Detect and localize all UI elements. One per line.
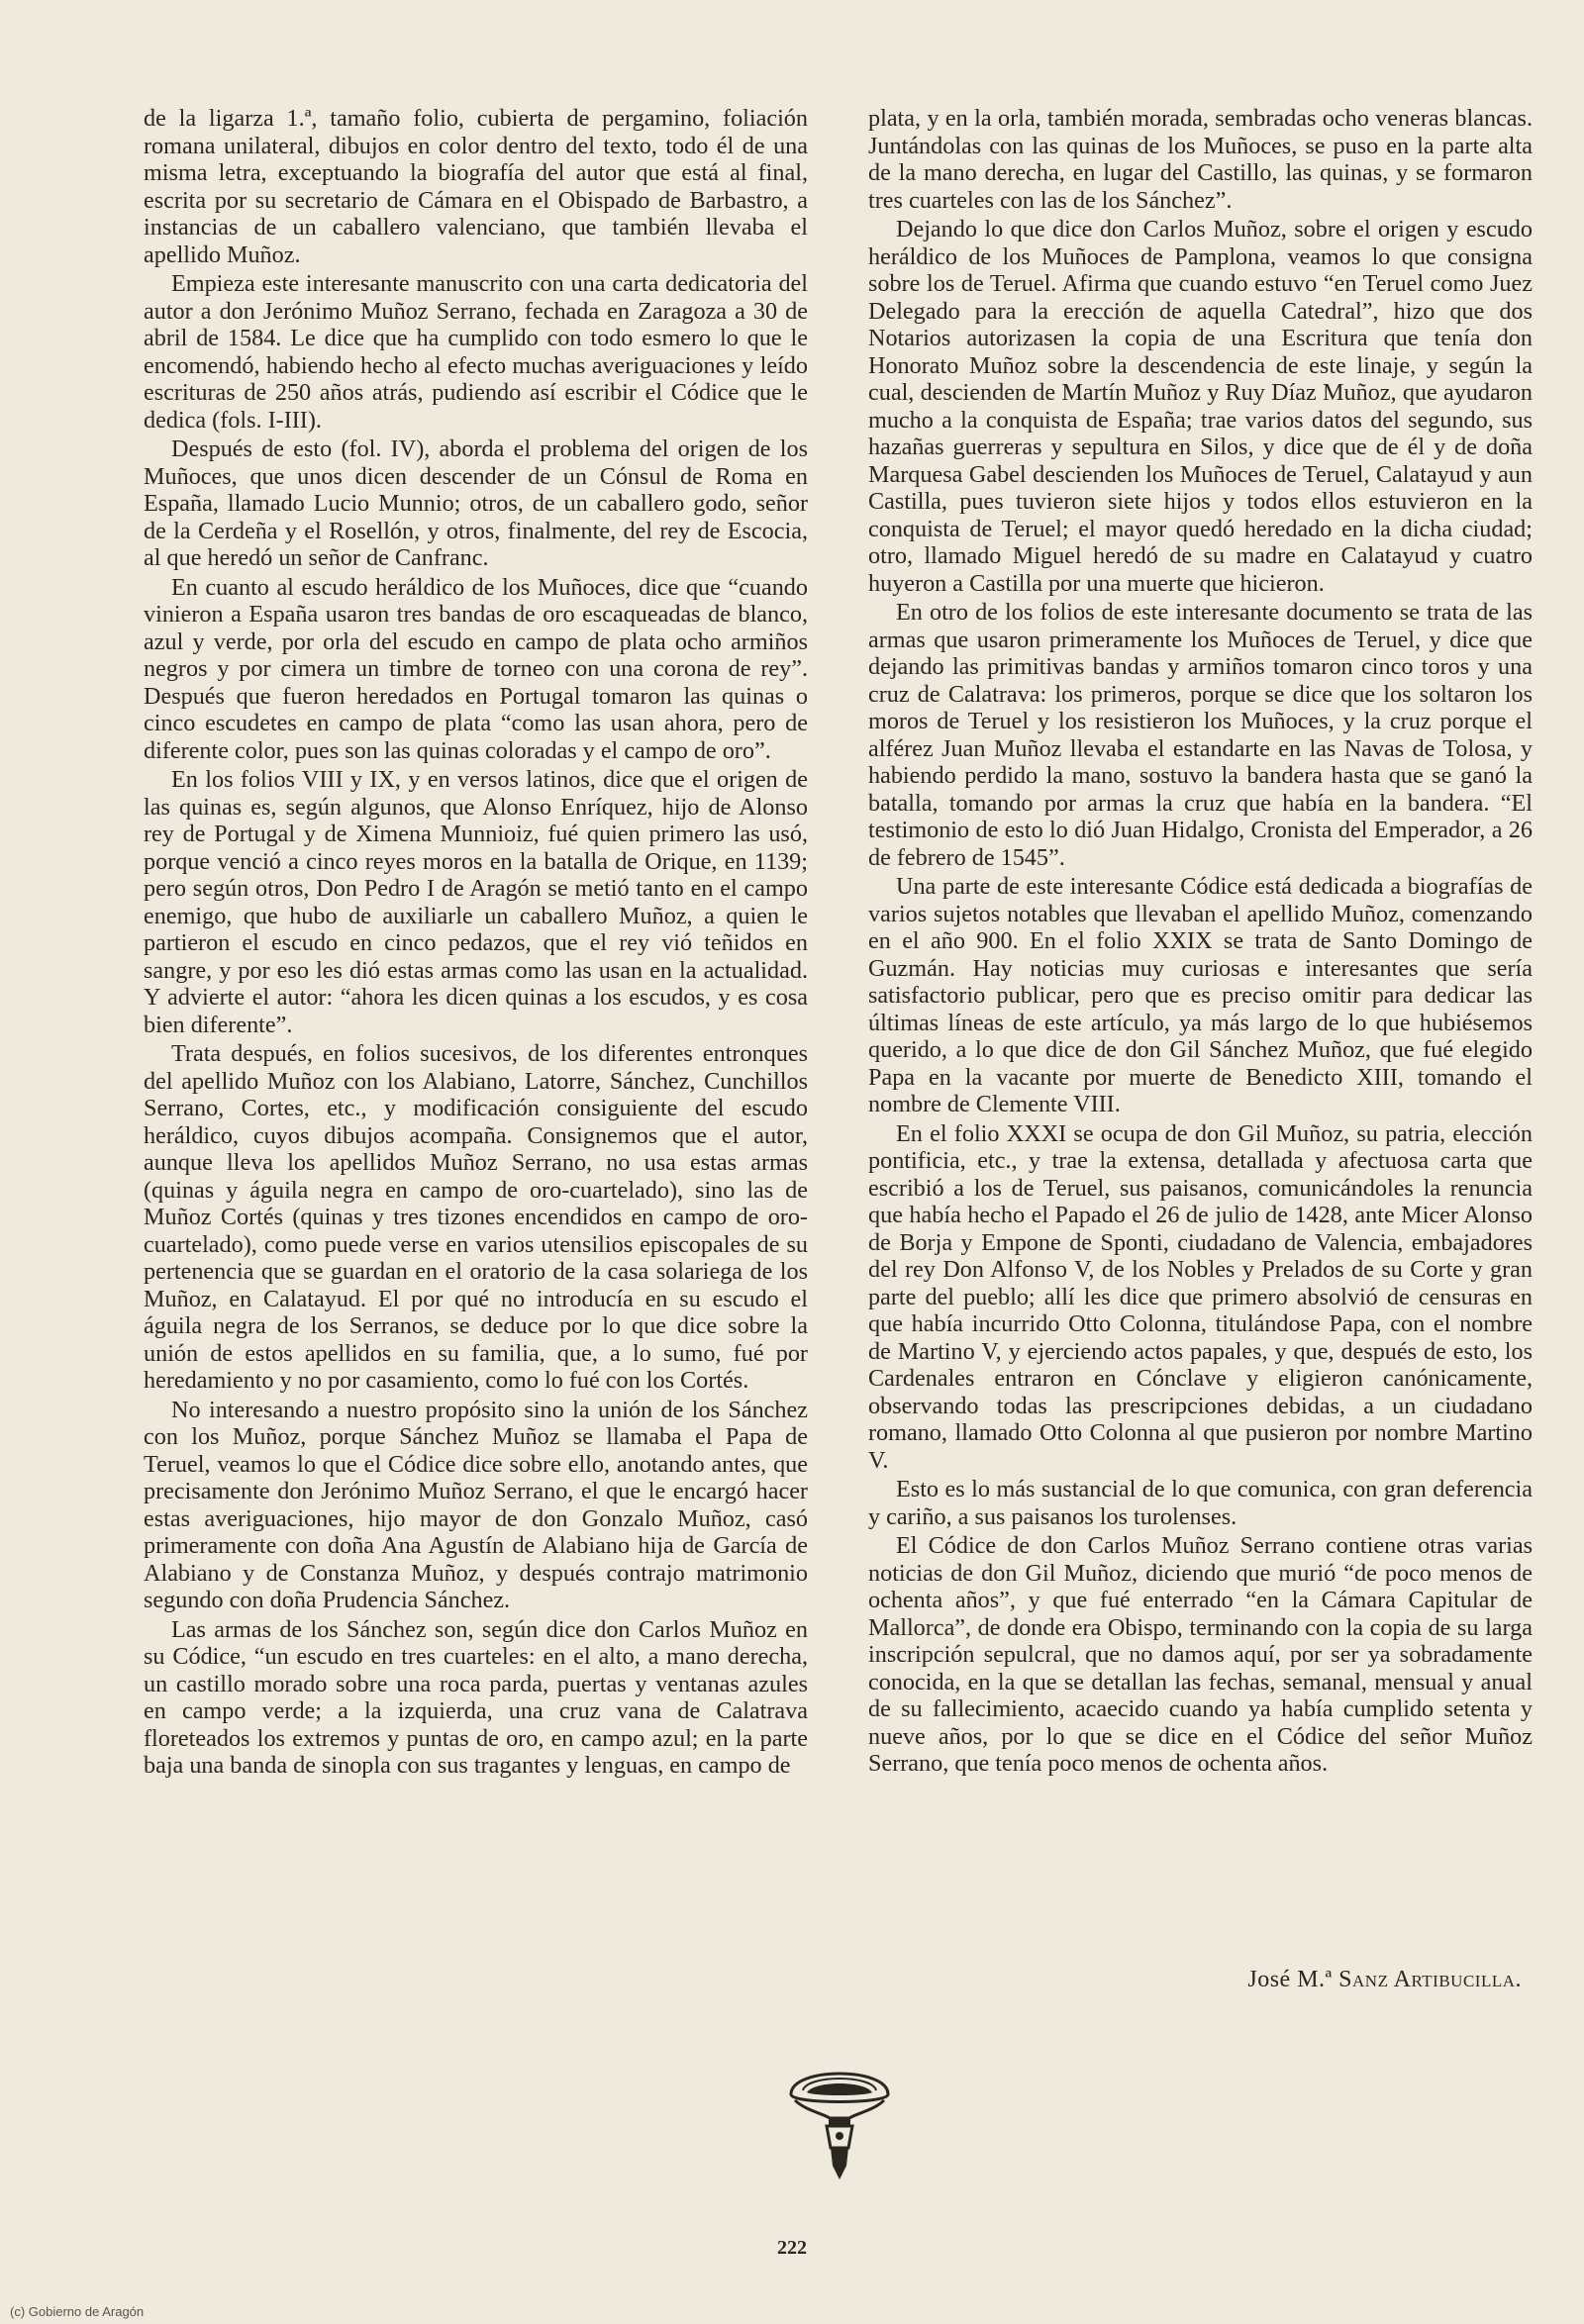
copyright-notice: (c) Gobierno de Aragón — [10, 2304, 145, 2319]
paragraph: En cuanto al escudo heráldico de los Muñoces, dice que “cuando vinieron a España usaron tres bandas de oro escaqueadas de blanco, azul y verde, por orla del escudo en campo de plata ocho armiños negros y por cimera un timbre de torneo con una corona de rey”. Después que fueron heredados en Portugal tomaron las quinas o cinco escudetes en campo de plata “como las usan ahora, pero de diferente color, pues son las quinas coloradas y el campo de oro”. — [144, 573, 808, 764]
author-signature — [868, 1967, 1522, 1993]
right-column — [868, 105, 1533, 1778]
paragraph: Trata después, en folios sucesivos, de los diferentes entronques del apellido Muñoz con los Alabiano, Latorre, Sánchez, Cunchillos Serrano, Cortes, etc., y modificación consiguiente del escudo heráldico, cuyos dibujos acompaña. Consignemos que el autor, aunque lleva los apellidos Muñoz Serrano, no usa estas armas (quinas y águila negra en campo de oro-cuartelado), sino las de Muñoz Cortés (quinas y tres tizones encendidos en campo de oro-cuartelado), como puede verse en varios utensilios episcopales de su pertenencia que se guardan en el oratorio de la casa solariega de los Muñoz, en Calatayud. El por qué no introducía en su escudo el águila negra de los Serranos, se deduce por lo que dice sobre la unión de estos apellidos en su familia, que, a lo sumo, fué por heredamiento y no por casamiento, como lo fué con los Cortés. — [144, 1040, 808, 1394]
left-column — [144, 105, 808, 1780]
signature-name: Sanz Artibucilla. — [1338, 1967, 1522, 1992]
paragraph: Esto es lo más sustancial de lo que comunica, con gran deferencia y cariño, a sus paisanos los turolenses. — [868, 1476, 1533, 1530]
paragraph: de la ligarza 1.ª, tamaño folio, cubierta de pergamino, foliación romana unilateral, dibujos en color dentro del texto, todo él de una misma letra, exceptuando la biografía del autor que está al final, escrita por su secretario de Cámara en el Obispado de Barbastro, a instancias de un caballero valenciano, que también llevaba el apellido Muñoz. — [144, 105, 808, 268]
paragraph: El Códice de don Carlos Muñoz Serrano contiene otras varias noticias de don Gil Muñoz, diciendo que murió “de poco menos de ochenta años”, y que fué enterrado “en la Cámara Capitular de Mallorca”, de donde era Obispo, terminando con la copia de su larga inscripción sepulcral, que no damos aquí, por ser ya sobradamente conocida, en la que se detallan las fechas, semanal, mensual y anual de su fallecimiento, acaecido cuando ya había cumplido setenta y nueve años, por lo que se dice en el Códice del señor Muñoz Serrano, que tenía poco menos de ochenta años. — [868, 1532, 1533, 1777]
paragraph: plata, y en la orla, también morada, sembradas ocho veneras blancas. Juntándolas con las quinas de los Muñoces, se puso en la parte alta de la mano derecha, en lugar del Castillo, las quinas, y se formaron tres cuarteles con las de los Sánchez”. — [868, 105, 1533, 214]
page-number: 222 — [777, 2237, 807, 2259]
paragraph: En el folio XXXI se ocupa de don Gil Muñoz, su patria, elección pontificia, etc., y trae la extensa, detallada y afectuosa carta que escribió a los de Teruel, sus paisanos, comunicándoles la renuncia que había hecho el Papado el 26 de julio de 1428, ante Micer Alonso de Borja y Empone de Sponti, ciudadano de Valencia, embajadores del rey Don Alfonso V, de los Nobles y Prelados de su Corte y gran parte del pueblo; allí les dice que primero absolvió de censuras en que había incurrido Otto Colonna, titulándose Papa, con el nombre de Martino V, y ejerciendo actos papales, y que, después de esto, los Cardenales entraron en Cónclave y eligieron canónicamente, observando todas las prescripciones debidas, a un ciudadano romano, llamado Otto Colonna al que pusieron por nombre Martino V. — [868, 1119, 1533, 1474]
paragraph: Una parte de este interesante Códice está dedicada a biografías de varios sujetos notables que llevaban el apellido Muñoz, comenzando en el año 900. En el folio XXIX se trata de Santo Domingo de Guzmán. Hay noticias muy curiosas e interesantes que sería satisfactorio publicar, pero que es preciso omitir para dedicar las últimas líneas de este artículo, ya más largo de lo que hubiésemos querido, a lo que dice de don Gil Sánchez Muñoz, que fué elegido Papa en la vacante por muerte de Benedicto XIII, tomando el nombre de Clemente VIII. — [868, 873, 1533, 1117]
paragraph: En los folios VIII y IX, y en versos latinos, dice que el origen de las quinas es, según algunos, que Alonso Enríquez, hijo de Alonso rey de Portugal y de Ximena Munnioiz, fué quien primero las usó, porque venció a cinco reyes moros en la batalla de Orique, en 1139; pero según otros, Don Pedro I de Aragón se metió tanto en el campo enemigo, que hubo de auxiliarle un caballero Muñoz, a quien le partieron el escudo en cinco pedazos, que el rey vió teñidos en sangre, y por eso les dió estas armas como las usan en la actualidad. Y advierte el autor: “ahora les dicen quinas a los escudos, y es cosa bien diferente”. — [144, 766, 808, 1038]
paragraph: No interesando a nuestro propósito sino la unión de los Sánchez con los Muñoz, porque Sánchez Muñoz se llamaba el Papa de Teruel, veamos lo que el Códice dice sobre ello, anotando antes, que precisamente don Jerónimo Muñoz Serrano, el que le encargó hacer estas averiguaciones, hijo mayor de don Gonzalo Muñoz, casó primeramente con doña Ana Agustín de Alabiano hija de García de Alabiano y de Constanza Muñoz, y después contrajo matrimonio segundo con doña Prudencia Sánchez. — [144, 1396, 808, 1613]
paragraph: Las armas de los Sánchez son, según dice don Carlos Muñoz en su Códice, “un escudo en tres cuarteles: en el alto, a mano derecha, un castillo morado sobre una roca parda, puertas y ventanas azules en campo verde; a la izquierda, una cruz vana de Calatrava floreteados los extremos y puntas de oro, en campo azul; en la parte baja una banda de sinopla con sus tragantes y lenguas, en campo de — [144, 1615, 808, 1779]
vase-ornament-icon — [785, 2049, 894, 2197]
paragraph: En otro de los folios de este interesante documento se trata de las armas que usaron primeramente los Muñoces de Teruel, y dice que dejando las primitivas bandas y armiños tomaron cinco toros y una cruz de Calatrava: los primeros, porque se dice que los soltaron los moros de Teruel y los resistieron los Muñoces, y la cruz porque el alférez Juan Muñoz llevaba el estandarte en las Navas de Tolosa, y habiendo perdido la mano, sostuvo la bandera hasta que se ganó la batalla, tomando por armas la cruz que había en la bandera. “El testimonio de esto lo dió Juan Hidalgo, Cronista del Emperador, a 26 de febrero de 1545”. — [868, 599, 1533, 871]
signature-prefix: José M.ª — [1247, 1967, 1333, 1992]
paragraph: Empieza este interesante manuscrito con una carta dedicatoria del autor a don Jerónimo Muñoz Serrano, fechada en Zaragoza a 30 de abril de 1584. Le dice que ha cumplido con todo esmero lo que le encomendó, habiendo hecho al efecto muchas averiguaciones y leído escrituras de 250 años atrás, pudiendo así escribir el Códice que le dedica (fols. I-III). — [144, 270, 808, 434]
paragraph: Después de esto (fol. IV), aborda el problema del origen de los Muñoces, que unos dicen descender de un Cónsul de Roma en España, llamado Lucio Munnio; otros, de un caballero godo, señor de la Cerdeña y el Rosellón, y otros, finalmente, del rey de Escocia, al que heredó un señor de Canfranc. — [144, 436, 808, 571]
paragraph: Dejando lo que dice don Carlos Muñoz, sobre el origen y escudo heráldico de los Muñoces de Pamplona, veamos lo que consigna sobre los de Teruel. Afirma que cuando estuvo “en Teruel como Juez Delegado para la erección de aquella Catedral”, hizo que dos Notarios autorizasen la copia de una Escritura que tenía don Honorato Muñoz sobre la descendencia de este linaje, y según la cual, descienden de Martín Muñoz y Ruy Díaz Muñoz, que ayudaron mucho a la conquista de España; trae varios datos del segundo, sus hazañas guerreras y sepultura en Silos, y dice que de él y de doña Marquesa Gabel descienden los Muñoces de Teruel, Calatayud y aun Castilla, pues tuvieron siete hijos y todos ellos estuvieron en la conquista de Teruel; el mayor quedó heredado en la dicha ciudad; otro, llamado Miguel heredó de su madre en Calatayud y cuatro huyeron a Castilla por una muerte que hicieron. — [868, 216, 1533, 597]
